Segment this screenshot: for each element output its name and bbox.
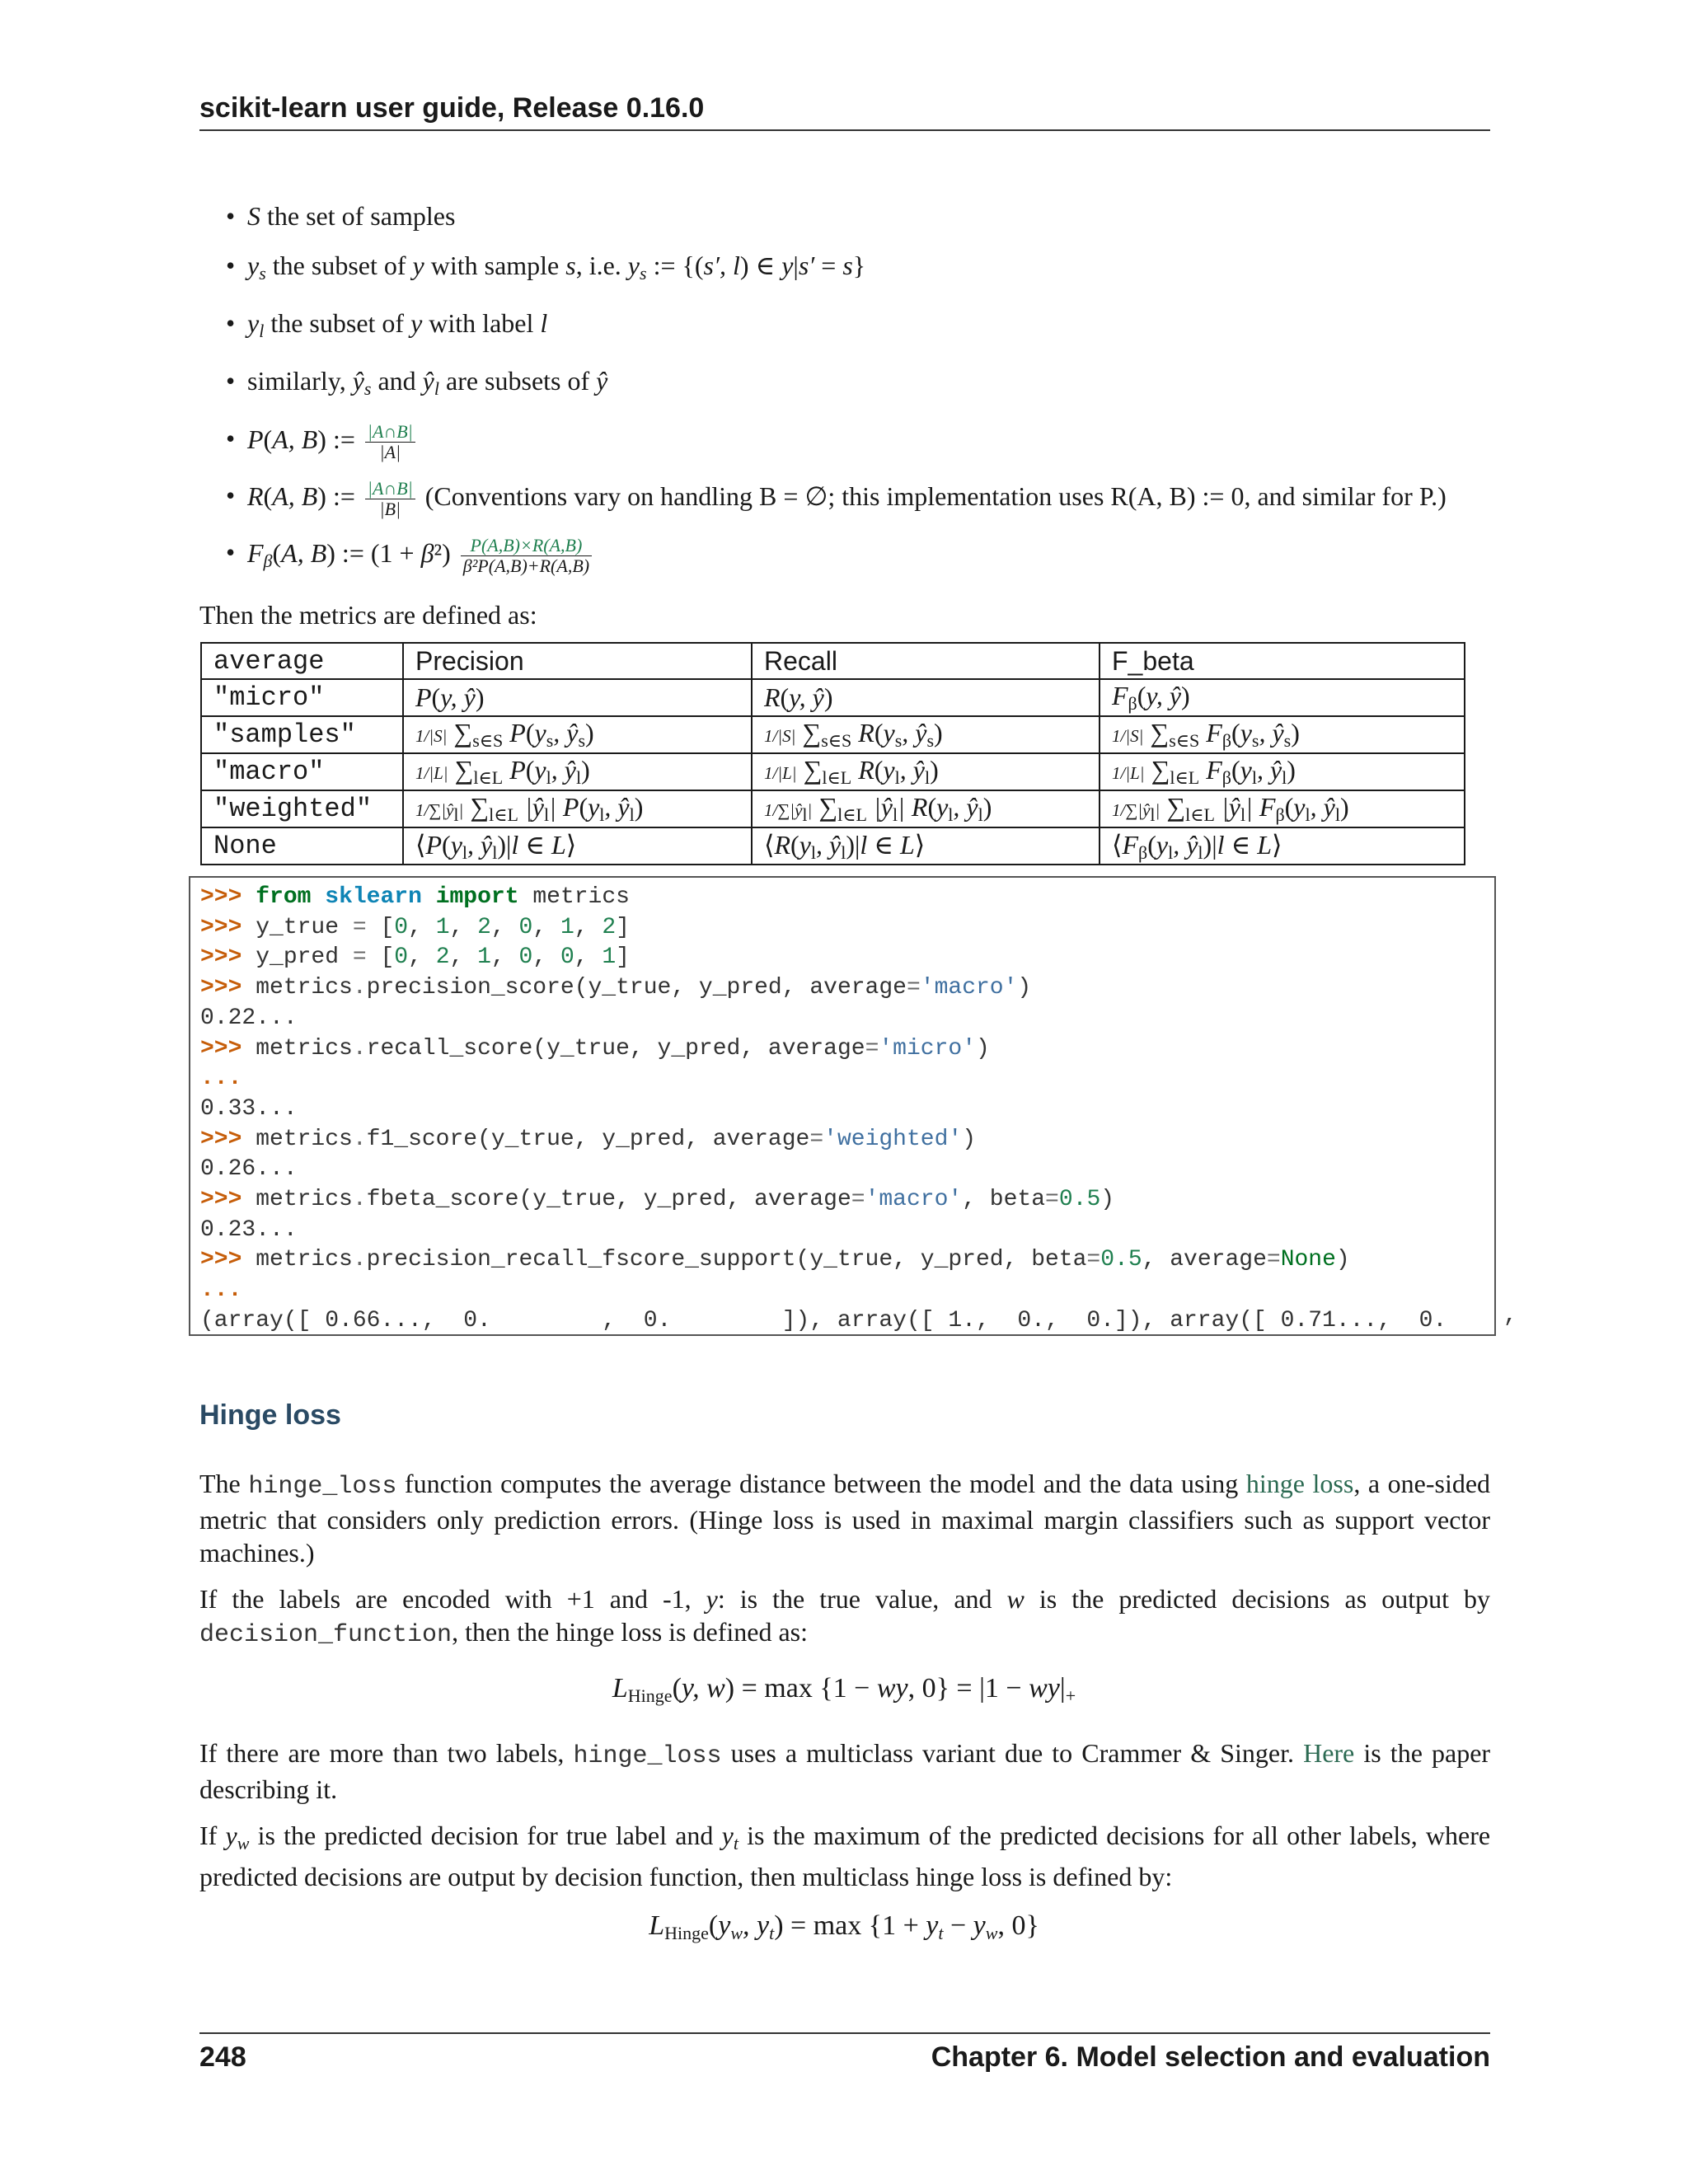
chapter-title: Chapter 6. Model selection and evaluation (931, 2041, 1490, 2073)
table-row (201, 716, 1465, 753)
table-header: Precision (403, 643, 752, 679)
table-cell: None (201, 827, 403, 865)
paragraph: If $y_w$ is the predicted decision for true label and $y_t$ is the maximum of the predicted decisions for all other labels, where predicted decisions are output by decision function, then multiclass hinge loss is defined by: (199, 1821, 1491, 1891)
paragraph: If the labels are encoded with +1 and -1, y: is the true value, and w is the predicted decisions as output by decision_function, then the hinge loss is defined as: (199, 1584, 1490, 1649)
list-item-text: , i.e. (575, 251, 621, 280)
list-item: • R(A, B) := $\frac{|A\cap B|}{|B|}$ (Conventions vary on handling B = ∅; this implementation uses R(A, B) := 0, and similar for P.) (247, 479, 1492, 519)
list-item: • $y_l$ the subset of y with label l (247, 307, 1492, 348)
table-cell: "weighted" (201, 790, 403, 827)
definition-list (247, 199, 1492, 594)
list-item: • similarly, $ŷ_s$ and $ŷ_l$ are subsets of ŷ (247, 364, 1492, 405)
paragraph-text: is the predicted decision for true label and (257, 1821, 714, 1850)
code-continuation: ... (200, 1277, 242, 1304)
paragraph-text: , a one-sided metric that considers only prediction errors. (Hinge loss is used in maximal margin classifiers such as support vector machines.) (199, 1469, 1491, 1568)
list-item-text: (Conventions vary on handling B = ∅; this implementation uses R(A, B) := 0, and similar for P.) (424, 480, 1447, 511)
paragraph-text: uses a multiclass variant due to Crammer & Singer. (730, 1738, 1294, 1768)
table-cell: 1/|L| $\sum_{l\in L}$ $P(y_l$, $ŷ_l$) (403, 753, 752, 790)
list-item: • $y_s$ the subset of y with sample s, i.e. $y_s$ := {(s′, l) ∈ y|s′ = s} (247, 249, 1492, 290)
code-prompt: >>> (200, 914, 242, 940)
multiclass-hinge-equation: $L_{Hinge}(y_w$, $y_t) = \max \{1 + y_t - y_w$, 0} (649, 1910, 1039, 1943)
running-header: scikit-learn user guide, Release 0.16.0 (199, 92, 1490, 131)
table-cell: 1/|S| $\sum_{s\in S}$ $F_\beta(y_s$, $ŷ_s$) (1100, 716, 1465, 753)
paragraph-text: If there are more than two labels, (199, 1738, 565, 1768)
table-header: average (201, 643, 403, 679)
code-output: 0.22... (200, 1005, 298, 1031)
inline-code: hinge_loss (248, 1473, 397, 1501)
list-item-text: with sample (430, 251, 560, 280)
page-number: 248 (199, 2041, 246, 2073)
list-item-text: and (377, 366, 416, 396)
inline-code: decision_function (199, 1621, 452, 1649)
paragraph-text: , then the hinge loss is defined as: (452, 1617, 808, 1647)
table-cell: 1/∑|ŷl| $\sum_{l\in L}$ $|ŷ_l|$ $F_\beta(y_l$, $ŷ_l$) (1100, 790, 1465, 827)
list-item-text: with label (429, 308, 534, 338)
table-cell: "macro" (201, 753, 403, 790)
table-cell: 1/∑|ŷl| $\sum_{l\in L}$ $|ŷ_l|$ $R(y_l$, $ŷ_l$) (752, 790, 1100, 827)
paragraph-text: If the labels are encoded with +1 and -1, (199, 1584, 692, 1614)
paragraph (199, 1736, 1490, 1806)
code-prompt: >>> (200, 1035, 242, 1062)
table-cell: 1/|L| $\sum_{l\in L}$ $F_\beta(y_l$, $ŷ_l$) (1100, 753, 1465, 790)
list-item-text: the set of samples (267, 201, 456, 231)
code-prompt: >>> (200, 1247, 242, 1273)
table-cell: P(y, ŷ) (403, 679, 752, 716)
footer-divider (199, 2032, 1490, 2034)
table-row (201, 790, 1465, 827)
table-cell: 1/|S| $\sum_{s\in S}$ $R(y_s$, $ŷ_s$) (752, 716, 1100, 753)
hinge-loss-link[interactable]: hinge loss (1245, 1469, 1354, 1498)
table-cell: $F_\beta(y$, ŷ) (1100, 679, 1465, 716)
paragraph-text: If (199, 1821, 218, 1850)
table-cell: $⟨R(y_l$, $ŷ_l)|l$ ∈ L⟩ (752, 827, 1100, 865)
table-cell: $⟨P(y_l$, $ŷ_l)|l$ ∈ L⟩ (403, 827, 752, 865)
table-header: F_beta (1100, 643, 1465, 679)
code-output: 0.26... (200, 1156, 298, 1183)
paragraph-text: is the predicted decisions as output by (1039, 1584, 1490, 1614)
table-cell: "samples" (201, 716, 403, 753)
table-cell: 1/|L| $\sum_{l\in L}$ $R(y_l$, $ŷ_l$) (752, 753, 1100, 790)
code-output: 0.23... (200, 1216, 298, 1243)
code-prompt: >>> (200, 975, 242, 1001)
paragraph-text: is the maximum of the predicted decisions for all other labels, where predicted decisions are output by decision function, then multiclass hinge loss is defined by: (199, 1821, 1491, 1891)
paragraph-text: : is the true value, and (717, 1584, 992, 1614)
table-header-row (201, 643, 1465, 679)
list-item: • S the set of samples (247, 199, 1492, 232)
list-item-text: are subsets of (445, 366, 590, 396)
code-overflow-text: , (1503, 1303, 1517, 1329)
metrics-intro: Then the metrics are defined as: (199, 600, 537, 630)
list-item: • P(A, B) := $\frac{|A\cap B|}{|A|}$ (247, 422, 1492, 462)
code-prompt: >>> (200, 1126, 242, 1152)
code-prompt: >>> (200, 884, 242, 910)
section-heading: Hinge loss (199, 1399, 341, 1431)
list-item-text: similarly, (247, 366, 346, 396)
code-example: >>> from sklearn import metrics >>> y_true = [0, 1, 2, 0, 1, 2] >>> y_pred = [0, 2, 1, 0, 0, 1] >>> metrics.precision_score(y_true, y_pred, average='macro') 0.22... >>> metrics.recall_score(y_true, y_pred, average='micro') ... 0.33... >>> metrics.f1_score(y_true, y_pred, average='weighted') 0.26... >>> metrics.fbeta_score(y_true, y_pred, average='macro', beta=0.5) 0.23... >>> metrics.precision_recall_fscore_support(y_true, y_pred, beta=0.5, average=None) ... (array([ 0.66..., 0. , 0. ]), array([ 1., 0., 0.]), array([ 0.71..., 0. (189, 876, 1496, 1336)
code-continuation: ... (200, 1066, 242, 1092)
average-metrics-table (200, 642, 1465, 865)
table-row (201, 679, 1465, 716)
table-cell: R(y, ŷ) (752, 679, 1100, 716)
code-prompt: >>> (200, 944, 242, 971)
paragraph-text: is the paper describing it. (199, 1738, 1491, 1804)
hinge-loss-equation: $L_{Hinge}(y$, w) = max {1 − wy, $0\} = |1 - wy|_+$ (612, 1673, 1076, 1706)
list-item-text: the subset of (272, 251, 406, 280)
list-item: • $F_\beta(A$, B) := (1 + β²) $\frac{P(A,B)\times R(A,B)}{\text{β²P(A,B)+R(A,B)}}$ (247, 536, 1492, 578)
table-cell: 1/∑|ŷl| $\sum_{l\in L}$ $|ŷ_l|$ $P(y_l$, $ŷ_l$) (403, 790, 752, 827)
table-row (201, 753, 1465, 790)
table-row (201, 827, 1465, 865)
code-output: (array([ 0.66..., 0. , 0. ]), array([ 1., 0., 0.]), array([ 0.71..., 0. (200, 1307, 1447, 1333)
table-header: Recall (752, 643, 1100, 679)
paragraph-text: The (199, 1469, 241, 1498)
code-prompt: >>> (200, 1187, 242, 1213)
code-output: 0.33... (200, 1095, 298, 1122)
paragraph (199, 1467, 1490, 1569)
inline-code: hinge_loss (573, 1742, 722, 1770)
list-item-text: the subset of (270, 308, 405, 338)
table-cell: $⟨F_\beta(y_l$, $ŷ_l)|l$ ∈ L⟩ (1100, 827, 1465, 865)
paper-link[interactable]: Here (1303, 1738, 1355, 1768)
table-cell: "micro" (201, 679, 403, 716)
table-cell: 1/|S| $\sum_{s\in S}$ $P(y_s$, $ŷ_s$) (403, 716, 752, 753)
paragraph-text: function computes the average distance between the model and the data using (404, 1469, 1239, 1498)
